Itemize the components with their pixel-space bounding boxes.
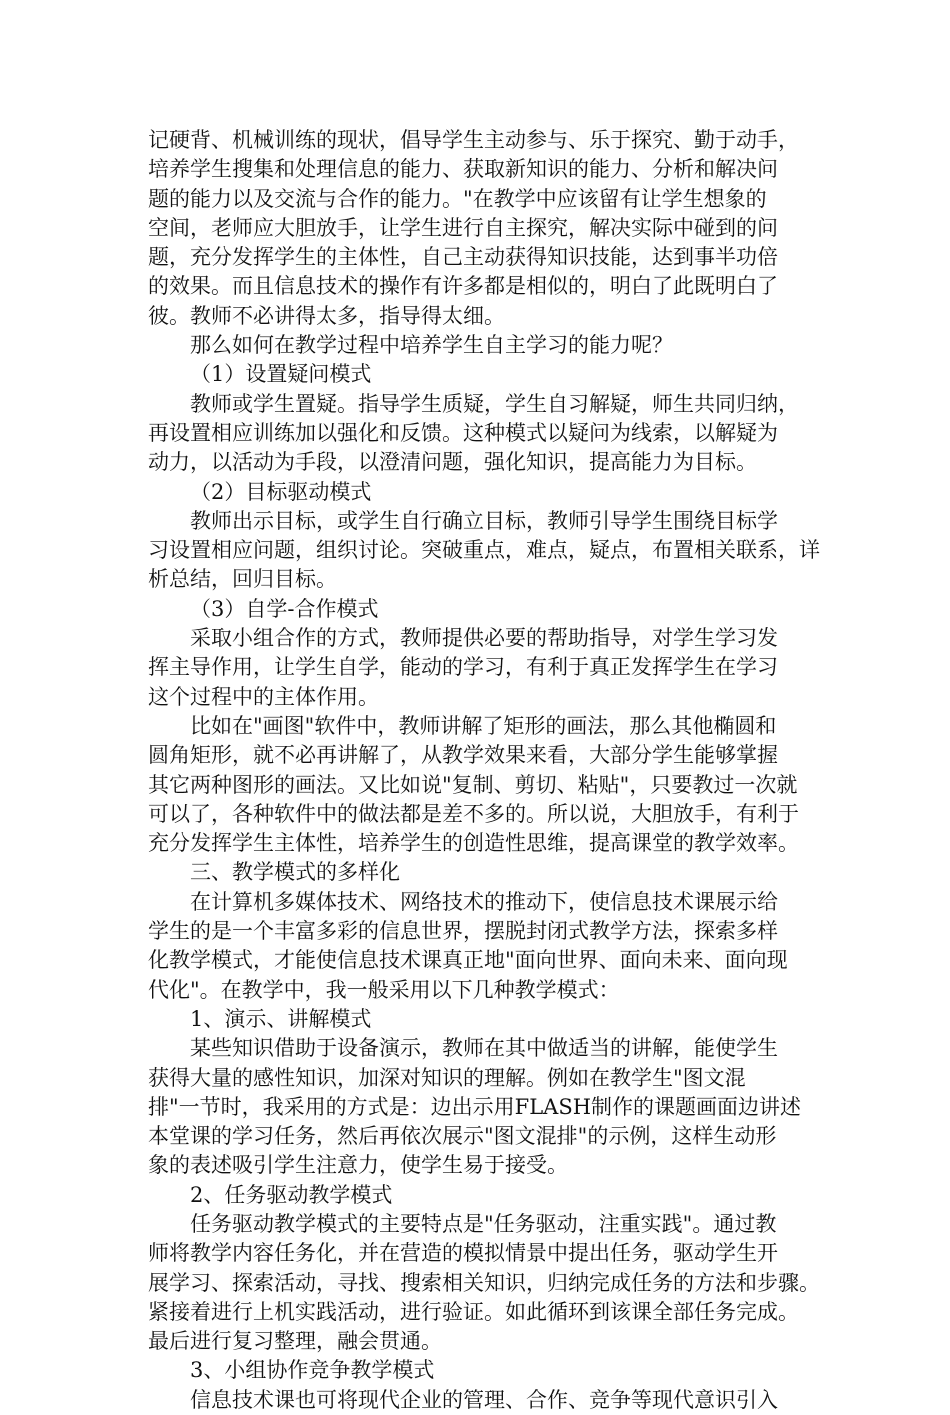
text-line: 最后进行复习整理，融会贯通。: [148, 1329, 442, 1354]
text-line: 充分发挥学生主体性，培养学生的创造性思维，提高课堂的教学效率。: [148, 831, 799, 856]
text-line: 在计算机多媒体技术、网络技术的推动下，使信息技术课展示给: [190, 889, 778, 914]
text-line: 展学习、探索活动，寻找、搜索相关知识，归纳完成任务的方法和步骤。: [148, 1270, 820, 1295]
text-line: 本堂课的学习任务，然后再依次展示"图文混排"的示例，这样生动形: [148, 1124, 777, 1149]
text-line: 习设置相应问题，组织讨论。突破重点，难点，疑点，布置相关联系，详: [148, 538, 820, 563]
text-line: 代化"。在教学中，我一般采用以下几种教学模式：: [148, 977, 620, 1002]
text-line: 圆角矩形，就不必再讲解了，从教学效果来看，大部分学生能够掌握: [148, 743, 778, 768]
text-line: 比如在"画图"软件中，教师讲解了矩形的画法，那么其他椭圆和: [190, 713, 777, 738]
text-line: 3、小组协作竞争教学模式: [190, 1358, 435, 1383]
text-line: 学生的是一个丰富多彩的信息世界，摆脱封闭式教学方法，探索多样: [148, 919, 778, 944]
text-line: 挥主导作用，让学生自学，能动的学习，有利于真正发挥学生在学习: [148, 655, 778, 680]
text-line: 彼。教师不必讲得太多，指导得太细。: [148, 303, 505, 328]
text-line: 题的能力以及交流与合作的能力。"在教学中应该留有让学生想象的: [148, 186, 767, 211]
text-line: 象的表述吸引学生注意力，使学生易于接受。: [148, 1153, 568, 1178]
text-line: 任务驱动教学模式的主要特点是"任务驱动，注重实践"。通过教: [190, 1211, 777, 1236]
text-line: 师将教学内容任务化，并在营造的模拟情景中提出任务，驱动学生开: [148, 1241, 778, 1266]
text-line: 题，充分发挥学生的主体性，自己主动获得知识技能，达到事半功倍: [148, 245, 778, 270]
document-body: [148, 126, 820, 1415]
text-line: 教师出示目标，或学生自行确立目标，教师引导学生围绕目标学: [190, 508, 778, 533]
text-line: 可以了，各种软件中的做法都是差不多的。所以说，大胆放手，有利于: [148, 801, 799, 826]
text-line: 那么如何在教学过程中培养学生自主学习的能力呢？: [190, 333, 673, 358]
text-line: 2、任务驱动教学模式: [190, 1182, 393, 1207]
text-line: （3）自学-合作模式: [190, 596, 379, 621]
text-line: 再设置相应训练加以强化和反馈。这种模式以疑问为线索，以解疑为: [148, 420, 778, 445]
text-line: 空间，老师应大胆放手，让学生进行自主探究，解决实际中碰到的问: [148, 215, 778, 240]
text-line: 采取小组合作的方式，教师提供必要的帮助指导，对学生学习发: [190, 626, 778, 651]
text-line: 教师或学生置疑。指导学生质疑，学生自习解疑，师生共同归纳，: [190, 391, 799, 416]
text-line: 紧接着进行上机实践活动，进行验证。如此循环到该课全部任务完成。: [148, 1299, 799, 1324]
text-line: 动力，以活动为手段，以澄清问题，强化知识，提高能力为目标。: [148, 450, 757, 475]
text-line: 析总结，回归目标。: [148, 567, 337, 592]
text-line: （1）设置疑问模式: [190, 362, 372, 387]
text-line: 某些知识借助于设备演示，教师在其中做适当的讲解，能使学生: [190, 1036, 778, 1061]
text-line: 获得大量的感性知识，加深对知识的理解。例如在教学生"图文混: [148, 1065, 746, 1090]
text-line: 排"一节时，我采用的方式是：边出示用FLASH制作的课题画面边讲述: [148, 1094, 802, 1119]
text-line: 化教学模式，才能使信息技术课真正地"面向世界、面向未来、面向现: [148, 948, 788, 973]
text-line: 记硬背、机械训练的现状，倡导学生主动参与、乐于探究、勤于动手，: [148, 128, 799, 152]
text-line: 其它两种图形的画法。又比如说"复制、剪切、粘贴"，只要教过一次就: [148, 772, 798, 797]
text-line: 培养学生搜集和处理信息的能力、获取新知识的能力、分析和解决问: [148, 157, 778, 182]
text-line: （2）目标驱动模式: [190, 479, 372, 504]
text-line: 这个过程中的主体作用。: [148, 684, 379, 709]
text-line: 的效果。而且信息技术的操作有许多都是相似的，明白了此既明白了: [148, 274, 778, 299]
text-line: 1、演示、讲解模式: [190, 1006, 372, 1031]
text-line: 三、教学模式的多样化: [190, 860, 400, 885]
text-line: 信息技术课也可将现代企业的管理、合作、竞争等现代意识引入: [190, 1387, 778, 1412]
